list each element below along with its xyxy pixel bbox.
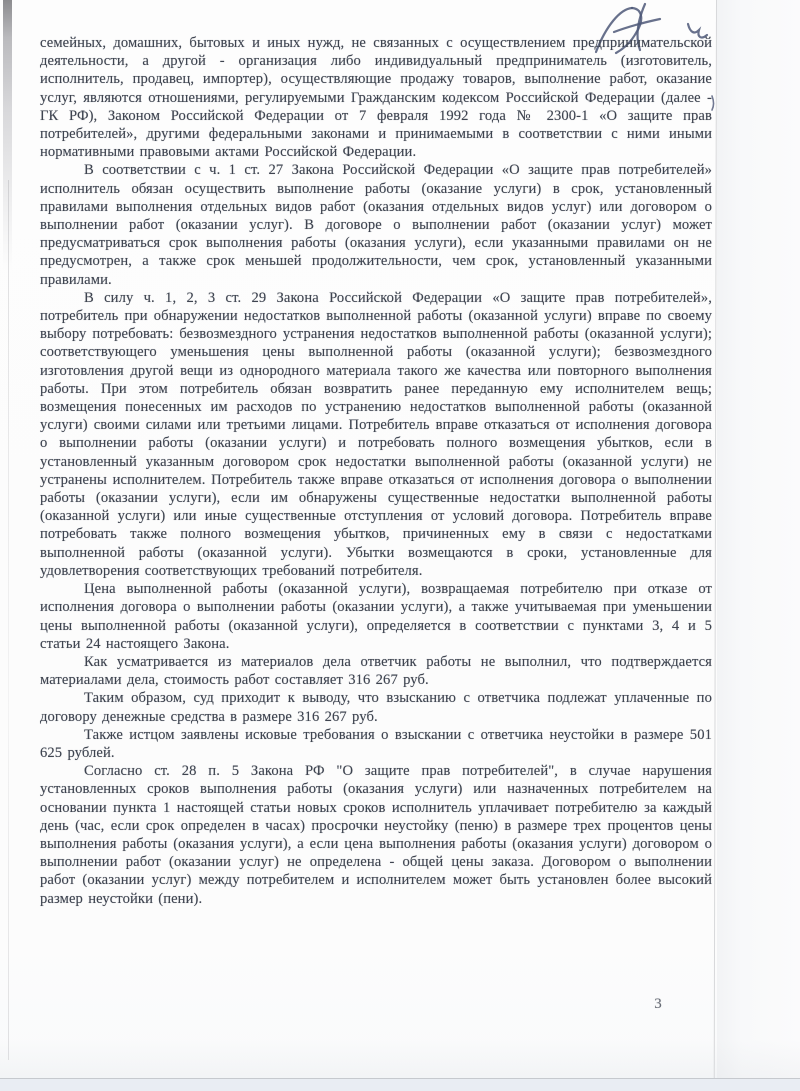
- paragraph-price: Цена выполненной работы (оказанной услуги), возвращаемая потребителю при отказе от исполнения договора о выполнении работы (оказании услуги), а также учитываемая при уменьшении цены выполненной работы (оказанной услуги), определяется в соответствии с пунктами 3, 4 и 5 статьи 24 настоящего Закона.: [40, 581, 712, 652]
- paragraph-penalty-claim: Также истцом заявлены исковые требования о взыскании с ответчика неустойки в размере 501 625 рублей.: [40, 726, 712, 761]
- page-right-margin-shade: [717, 0, 800, 1078]
- bottom-soft-shadow: [0, 1040, 800, 1078]
- page-bottom-edge: [0, 1078, 800, 1091]
- paragraph-case-materials: Как усматривается из материалов дела ответчик работы не выполнил, что подтверждается материалами дела, стоимость работ составляет 316 267 руб.: [40, 653, 712, 689]
- paragraph-art27: В соответствии с ч. 1 ст. 27 Закона Российской Федерации «О защите прав потребителей» исполнитель обязан осуществить выполнение работы (оказание услуги) в срок, установленный правилами выполнения отдельных видов работ (оказания отдельных видов услуг) или договором о выполнении работ (оказании услуг). В договоре о выполнении работ (оказании услуг) может предусматриваться срок выполнения работы (оказания услуги), если указанными правилами он не предусмотрен, а также срок меньшей продолжительности, чем срок, установленный указанными правилами.: [40, 162, 712, 288]
- document-body-text: [40, 34, 712, 908]
- paragraph-art29: В силу ч. 1, 2, 3 ст. 29 Закона Российской Федерации «О защите прав потребителей», потребитель при обнаружении недостатков выполненной работы (оказанной услуги) вправе по своему выбору потребовать: безвозмездного устранения недостатков выполненной работы (оказанной услуги); соответствующего уменьшения цены выполненной работы (оказанной услуги); безвозмездного изготовления другой вещи из однородного материала такого же качества или повторного выполнения работы. При этом потребитель обязан возвратить ранее переданную ему исполнителем вещь; возмещения понесенных им расходов по устранению недостатков выполненной работы (оказанной услуги) своими силами или третьими лицами. Потребитель вправе отказаться от исполнения договора о выполнении работы (оказании услуги) и потребовать полного возмещения убытков, если в установленный указанным договором срок недостатки выполненной работы (оказанной услуги) не устранены исполнителем. Потребитель также вправе отказаться от исполнения договора о выполнении работы (оказании услуги), если им обнаружены существенные недостатки выполненной работы (оказанной услуги) или иные существенные отступления от условий договора. Потребитель вправе потребовать также полного возмещения убытков, причиненных ему в связи с недостатками выполненной работы (оказанной услуги). Убытки возмещаются в сроки, установленные для удовлетворения соответствующих требований потребителя.: [40, 289, 712, 579]
- page-left-edge-line: [8, 180, 9, 1060]
- paragraph-art28: Согласно ст. 28 п. 5 Закона РФ "О защите прав потребителей", в случае нарушения установленных сроков выполнения работы (оказания услуги) или назначенных потребителем на основании пункта 1 настоящей статьи новых сроков исполнитель уплачивает потребителю за каждый день (час, если срок определен в часах) просрочки неустойку (пеню) в размере трех процентов цены выполнения работы (оказания услуги), а если цена выполнения работы (оказания услуги) договором о выполнении работ (оказании услуг) не определена - общей цены заказа. Договором о выполнении работ (оказании услуг) между потребителем и исполнителем может быть установлен более высокий размер неустойки (пени).: [40, 763, 712, 907]
- paragraph-court-conclusion: Таким образом, суд приходит к выводу, что взысканию с ответчика подлежат уплаченные по договору денежные средства в размере 316 267 руб.: [40, 690, 712, 725]
- page-number: 3: [654, 996, 662, 1012]
- paragraph-continuation: семейных, домашних, бытовых и иных нужд, не связанных с осуществлением предпринимательской деятельности, а другой - организация либо индивидуальный предприниматель (изготовитель, исполнитель, продавец, импортер), осуществляющие продажу товаров, выполнение работ, оказание услуг, являются отношениями, регулируемыми Гражданским кодексом Российской Федерации (далее - ГК РФ), Законом Российской Федерации от 7 февраля 1992 года № 2300-1 «О защите прав потребителей», другими федеральными законами и принимаемыми в соответствии с ними иными нормативными правовыми актами Российской Федерации.: [40, 35, 712, 161]
